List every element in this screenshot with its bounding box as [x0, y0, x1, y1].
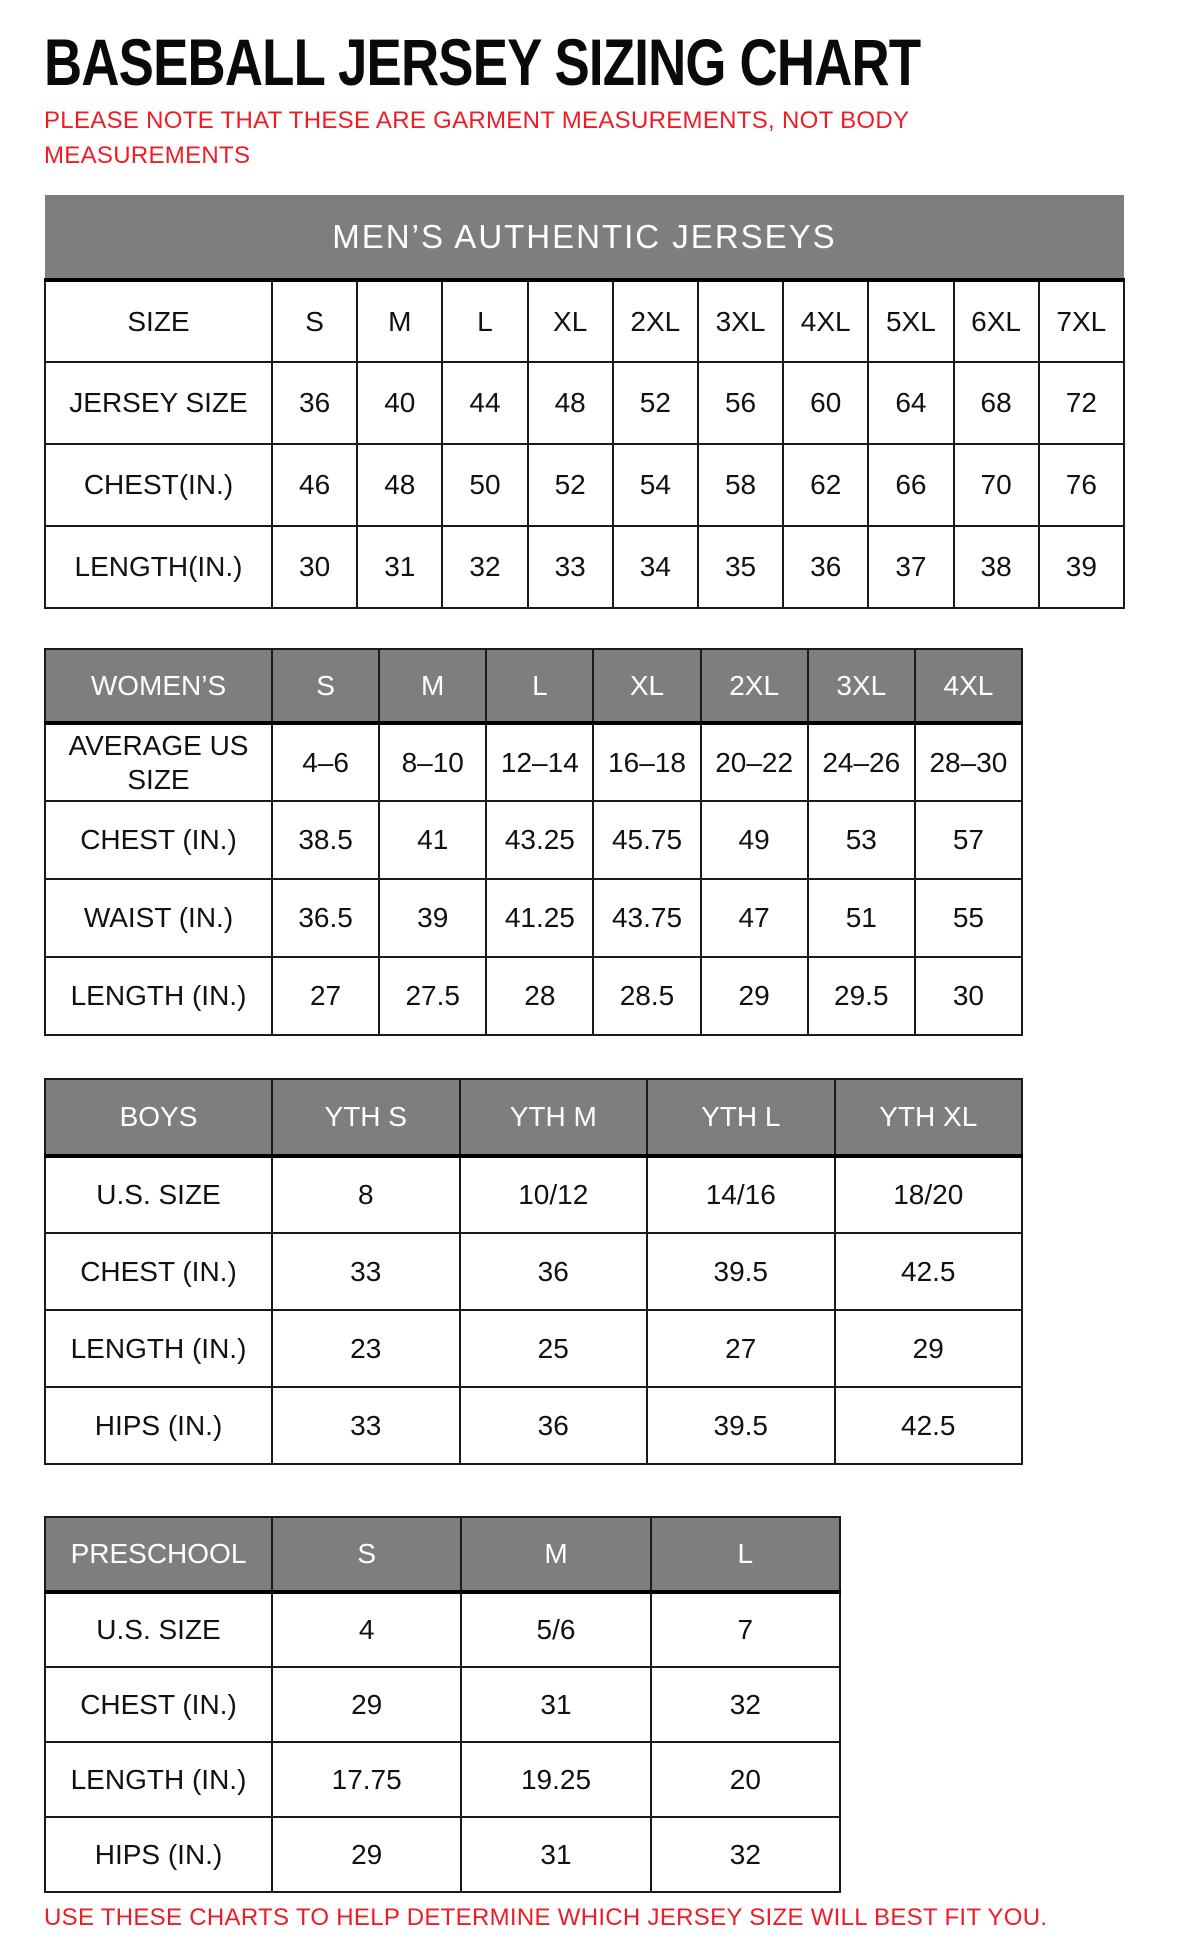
size-column-header: YTH XL [835, 1079, 1023, 1156]
measurement-value: 4–6 [272, 723, 379, 801]
measurement-value: 28 [486, 957, 593, 1035]
row-label: CHEST(IN.) [45, 444, 272, 526]
row-label: U.S. SIZE [45, 1156, 272, 1233]
table-row [45, 879, 1022, 957]
measurement-value: 24–26 [808, 723, 915, 801]
measurement-value: 50 [442, 444, 527, 526]
size-column-header: S [272, 649, 379, 723]
measurement-value: 40 [357, 362, 442, 444]
measurement-value: 28.5 [593, 957, 700, 1035]
size-column-header: 3XL [698, 280, 783, 362]
table-row [45, 1387, 1022, 1464]
table-banner-row [45, 195, 1124, 280]
size-column-header: YTH S [272, 1079, 460, 1156]
measurement-value: 36 [460, 1387, 648, 1464]
size-column-header: 4XL [783, 280, 868, 362]
table-row [45, 526, 1124, 608]
measurement-value: 38 [954, 526, 1039, 608]
garment-measurements-note: PLEASE NOTE THAT THESE ARE GARMENT MEASUREMENTS, NOT BODY MEASUREMENTS [44, 107, 909, 169]
size-column-header: XL [528, 280, 613, 362]
measurement-value: 39 [1039, 526, 1124, 608]
measurement-value: 46 [272, 444, 357, 526]
measurement-value: 29 [272, 1817, 461, 1892]
size-column-header: L [651, 1517, 840, 1592]
size-column-header: 2XL [701, 649, 808, 723]
size-column-header: YTH M [460, 1079, 648, 1156]
measurement-value: 43.75 [593, 879, 700, 957]
measurement-value: 42.5 [835, 1233, 1023, 1310]
preschool-jerseys-table [44, 1516, 841, 1893]
measurement-value: 32 [651, 1667, 840, 1742]
footer-advice-text: USE THESE CHARTS TO HELP DETERMINE WHICH JERSEY SIZE WILL BEST FIT YOU. [44, 1904, 1048, 1931]
size-column-header: 7XL [1039, 280, 1124, 362]
measurement-value: 39.5 [647, 1233, 835, 1310]
measurement-value: 31 [461, 1817, 650, 1892]
measurement-value: 30 [915, 957, 1022, 1035]
measurement-value: 10/12 [460, 1156, 648, 1233]
measurement-value: 52 [528, 444, 613, 526]
measurement-value: 47 [701, 879, 808, 957]
measurement-value: 34 [613, 526, 698, 608]
size-column-header: M [461, 1517, 650, 1592]
measurement-value: 60 [783, 362, 868, 444]
measurement-value: 4 [272, 1592, 461, 1667]
row-label-column-header: WOMEN’S [45, 649, 272, 723]
measurement-value: 25 [460, 1310, 648, 1387]
measurement-value: 8 [272, 1156, 460, 1233]
measurement-value: 41.25 [486, 879, 593, 957]
measurement-value: 48 [528, 362, 613, 444]
row-label-column-header: BOYS [45, 1079, 272, 1156]
measurement-value: 38.5 [272, 801, 379, 879]
row-label: CHEST (IN.) [45, 1233, 272, 1310]
measurement-value: 48 [357, 444, 442, 526]
measurement-value: 31 [461, 1667, 650, 1742]
size-column-header: YTH L [647, 1079, 835, 1156]
measurement-value: 17.75 [272, 1742, 461, 1817]
row-label-column-header: PRESCHOOL [45, 1517, 272, 1592]
measurement-value: 55 [915, 879, 1022, 957]
measurement-value: 57 [915, 801, 1022, 879]
mens-authentic-jerseys-table [44, 195, 1125, 609]
table-row [45, 444, 1124, 526]
table-row [45, 1817, 840, 1892]
size-column-header: XL [593, 649, 700, 723]
table-header-row [45, 1517, 840, 1592]
measurement-value: 19.25 [461, 1742, 650, 1817]
measurement-value: 44 [442, 362, 527, 444]
table-row [45, 957, 1022, 1035]
table-header-row [45, 280, 1124, 362]
measurement-value: 5/6 [461, 1592, 650, 1667]
table-row [45, 1233, 1022, 1310]
size-column-header: L [442, 280, 527, 362]
row-label: AVERAGE US SIZE [45, 723, 272, 801]
measurement-value: 52 [613, 362, 698, 444]
measurement-value: 58 [698, 444, 783, 526]
measurement-value: 37 [868, 526, 953, 608]
size-column-header: M [379, 649, 486, 723]
measurement-value: 27 [647, 1310, 835, 1387]
row-label: LENGTH (IN.) [45, 1742, 272, 1817]
table-header-row [45, 649, 1022, 723]
row-label: U.S. SIZE [45, 1592, 272, 1667]
row-label: LENGTH(IN.) [45, 526, 272, 608]
measurement-value: 29.5 [808, 957, 915, 1035]
measurement-value: 23 [272, 1310, 460, 1387]
size-column-header: 6XL [954, 280, 1039, 362]
table-row [45, 1156, 1022, 1233]
measurement-value: 54 [613, 444, 698, 526]
measurement-value: 29 [272, 1667, 461, 1742]
table-row [45, 723, 1022, 801]
measurement-value: 39.5 [647, 1387, 835, 1464]
measurement-value: 53 [808, 801, 915, 879]
size-column-header: 2XL [613, 280, 698, 362]
measurement-value: 49 [701, 801, 808, 879]
size-column-header: 4XL [915, 649, 1022, 723]
womens-jerseys-table [44, 648, 1023, 1036]
row-label: LENGTH (IN.) [45, 1310, 272, 1387]
measurement-value: 8–10 [379, 723, 486, 801]
table-row [45, 1742, 840, 1817]
measurement-value: 36 [460, 1233, 648, 1310]
measurement-value: 32 [651, 1817, 840, 1892]
measurement-value: 39 [379, 879, 486, 957]
measurement-value: 36 [783, 526, 868, 608]
measurement-value: 20 [651, 1742, 840, 1817]
measurement-value: 31 [357, 526, 442, 608]
measurement-value: 33 [272, 1233, 460, 1310]
measurement-value: 32 [442, 526, 527, 608]
measurement-value: 28–30 [915, 723, 1022, 801]
row-label: HIPS (IN.) [45, 1387, 272, 1464]
table-header-row [45, 1079, 1022, 1156]
measurement-value: 29 [835, 1310, 1023, 1387]
measurement-value: 33 [528, 526, 613, 608]
table-row [45, 1667, 840, 1742]
measurement-value: 29 [701, 957, 808, 1035]
measurement-value: 76 [1039, 444, 1124, 526]
measurement-value: 36.5 [272, 879, 379, 957]
table-row [45, 1592, 840, 1667]
row-label: JERSEY SIZE [45, 362, 272, 444]
measurement-value: 42.5 [835, 1387, 1023, 1464]
table-row [45, 801, 1022, 879]
measurement-value: 68 [954, 362, 1039, 444]
measurement-value: 45.75 [593, 801, 700, 879]
measurement-value: 35 [698, 526, 783, 608]
measurement-value: 66 [868, 444, 953, 526]
table-banner-title: MEN’S AUTHENTIC JERSEYS [45, 195, 1124, 280]
size-column-header: 3XL [808, 649, 915, 723]
row-label-column-header: SIZE [45, 280, 272, 362]
measurement-value: 70 [954, 444, 1039, 526]
measurement-value: 36 [272, 362, 357, 444]
measurement-value: 43.25 [486, 801, 593, 879]
row-label: HIPS (IN.) [45, 1817, 272, 1892]
measurement-value: 7 [651, 1592, 840, 1667]
row-label: WAIST (IN.) [45, 879, 272, 957]
row-label: LENGTH (IN.) [45, 957, 272, 1035]
measurement-value: 27.5 [379, 957, 486, 1035]
size-column-header: L [486, 649, 593, 723]
measurement-value: 62 [783, 444, 868, 526]
row-label: CHEST (IN.) [45, 1667, 272, 1742]
size-column-header: S [272, 280, 357, 362]
size-column-header: M [357, 280, 442, 362]
table-row [45, 1310, 1022, 1387]
measurement-value: 20–22 [701, 723, 808, 801]
measurement-value: 56 [698, 362, 783, 444]
row-label: CHEST (IN.) [45, 801, 272, 879]
size-column-header: 5XL [868, 280, 953, 362]
measurement-value: 12–14 [486, 723, 593, 801]
size-column-header: S [272, 1517, 461, 1592]
table-row [45, 362, 1124, 444]
measurement-value: 18/20 [835, 1156, 1023, 1233]
measurement-value: 41 [379, 801, 486, 879]
measurement-value: 30 [272, 526, 357, 608]
measurement-value: 64 [868, 362, 953, 444]
measurement-value: 27 [272, 957, 379, 1035]
measurement-value: 16–18 [593, 723, 700, 801]
measurement-value: 51 [808, 879, 915, 957]
measurement-value: 33 [272, 1387, 460, 1464]
measurement-value: 14/16 [647, 1156, 835, 1233]
measurement-value: 72 [1039, 362, 1124, 444]
page-title: BASEBALL JERSEY SIZING CHART [44, 25, 921, 99]
boys-jerseys-table [44, 1078, 1023, 1465]
